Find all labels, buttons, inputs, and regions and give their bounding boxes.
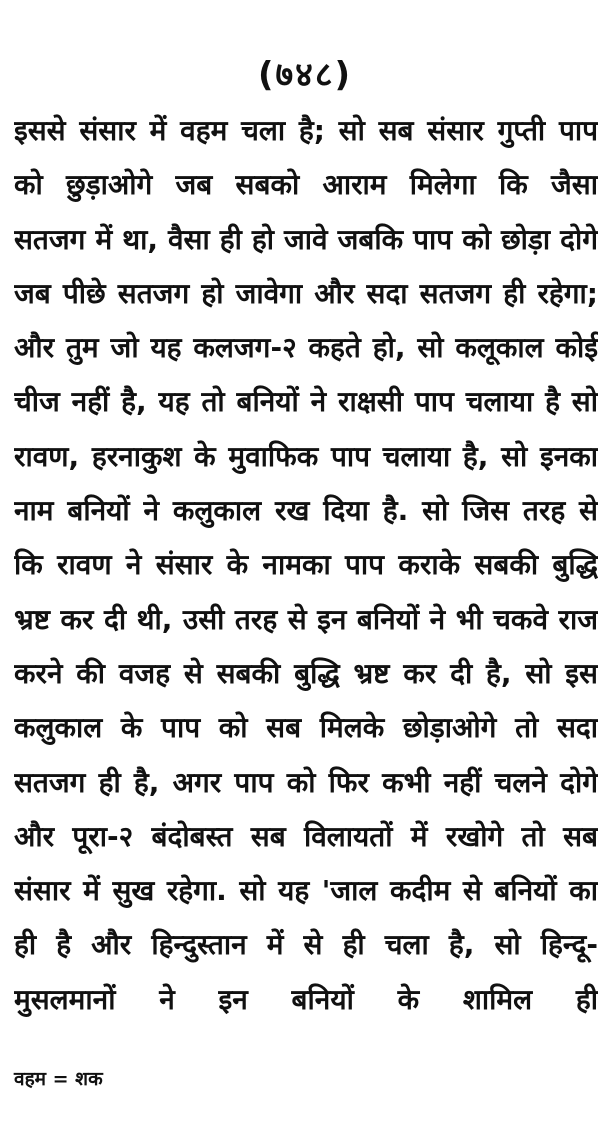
body-text (14, 104, 598, 1027)
text-line: सतजग में था, वैसा ही हो जावे जबकि पाप को छोड़ा दोगे (14, 222, 598, 256)
text-line: को छुड़ाओगे जब सबको आराम मिलेगा कि जैसा (14, 168, 598, 202)
footnote: वहम = शक (14, 1068, 103, 1090)
text-line: चीज नहीं है, यह तो बनियों ने राक्षसी पाप चलाया है सो (14, 385, 598, 419)
text-line: और तुम जो यह कलजग-२ कहते हो, सो कलूकाल कोई (14, 331, 598, 365)
text-line: रावण, हरनाकुश के मुवाफिक पाप चलाया है, सो इनका (14, 439, 598, 473)
text-line: सतजग ही है, अगर पाप को फिर कभी नहीं चलने दोगे (14, 765, 598, 799)
text-line: ही है और हिन्दुस्तान में से ही चला है, सो हिन्दू- (14, 928, 598, 962)
text-line: नाम बनियों ने कलुकाल रख दिया है. सो जिस तरह से (14, 494, 598, 528)
text-line: संसार में सुख रहेगा. सो यह 'जाल कदीम से बनियों का (14, 874, 598, 908)
page-number: (७४८) (257, 55, 353, 95)
text-line: और पूरा-२ बंदोबस्त सब विलायतों में रखोगे तो सब (14, 819, 598, 853)
text-line: इससे संसार में वहम चला है; सो सब संसार गुप्ती पाप (14, 114, 598, 147)
text-line: कलुकाल के पाप को सब मिलके छोड़ाओगे तो सदा (14, 711, 598, 745)
text-line: जब पीछे सतजग हो जावेगा और सदा सतजग ही रहेगा; (14, 276, 598, 310)
text-line: मुसलमानों ने इन बनियों के शामिल ही (14, 982, 598, 1016)
text-line: भ्रष्ट कर दी थी, उसी तरह से इन बनियों ने भी चकवे राज (14, 602, 598, 636)
text-line: कि रावण ने संसार के नामका पाप कराके सबकी बुद्धि (14, 548, 598, 582)
text-line: करने की वजह से सबकी बुद्धि भ्रष्ट कर दी है, सो इस (14, 656, 598, 690)
